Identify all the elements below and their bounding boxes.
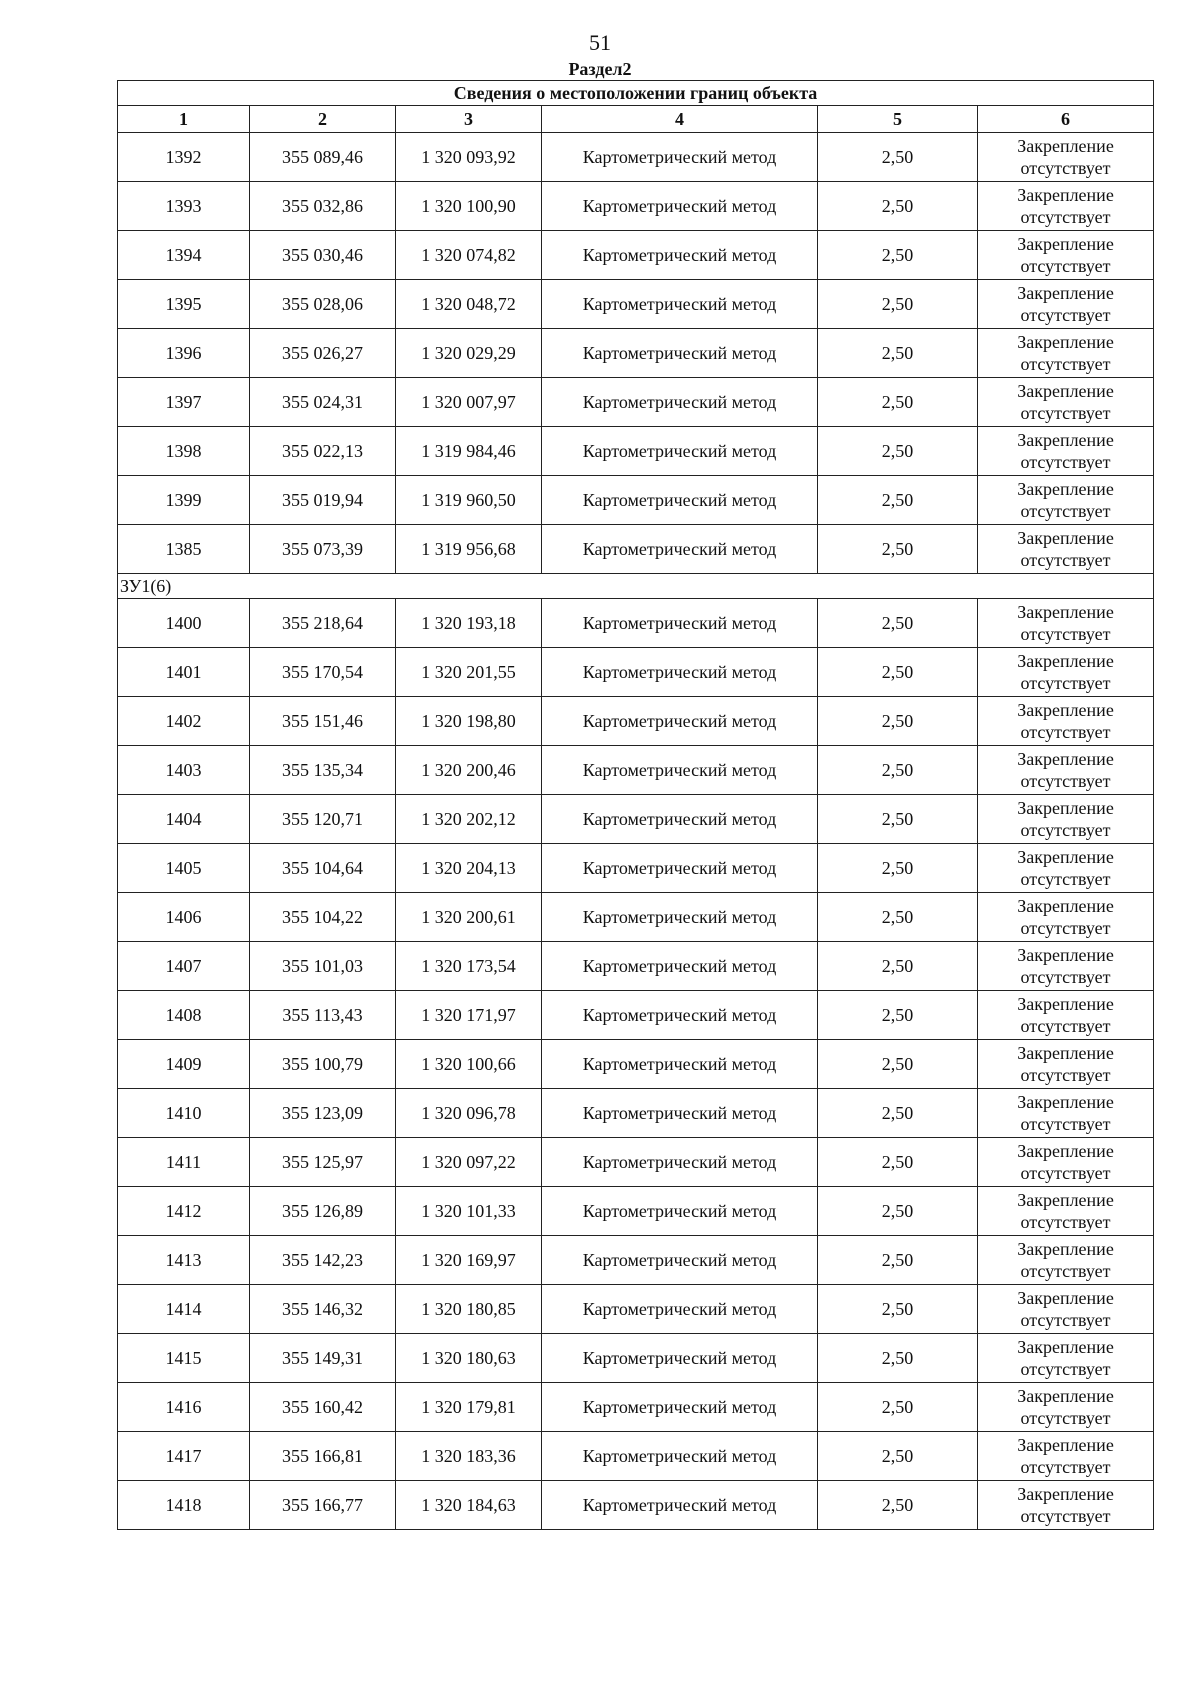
boundary-coordinates-table <box>117 80 1154 1530</box>
accuracy-value: 2,50 <box>818 942 978 991</box>
determination-method: Картометрический метод <box>542 329 818 378</box>
coordinate-y: 1 320 198,80 <box>396 697 542 746</box>
point-number: 1397 <box>118 378 250 427</box>
coordinate-y: 1 320 179,81 <box>396 1383 542 1432</box>
coordinate-x: 355 126,89 <box>250 1187 396 1236</box>
point-number: 1418 <box>118 1481 250 1530</box>
fixing-line-2: отсутствует <box>1020 1310 1111 1330</box>
determination-method: Картометрический метод <box>542 795 818 844</box>
fixing-line-1: Закрепление <box>1017 1141 1114 1161</box>
fixing-line-2: отсутствует <box>1020 256 1111 276</box>
fixing-description <box>978 476 1154 525</box>
table-row <box>118 231 1154 280</box>
accuracy-value: 2,50 <box>818 697 978 746</box>
accuracy-value: 2,50 <box>818 1187 978 1236</box>
determination-method: Картометрический метод <box>542 697 818 746</box>
fixing-line-2: отсутствует <box>1020 305 1111 325</box>
fixing-line-1: Закрепление <box>1017 332 1114 352</box>
table-body <box>118 133 1154 1530</box>
fixing-line-1: Закрепление <box>1017 1484 1114 1504</box>
fixing-description <box>978 991 1154 1040</box>
coordinate-y: 1 320 200,46 <box>396 746 542 795</box>
fixing-description <box>978 599 1154 648</box>
determination-method: Картометрический метод <box>542 476 818 525</box>
table-row <box>118 1383 1154 1432</box>
point-number: 1405 <box>118 844 250 893</box>
fixing-line-2: отсутствует <box>1020 869 1111 889</box>
accuracy-value: 2,50 <box>818 329 978 378</box>
fixing-line-1: Закрепление <box>1017 700 1114 720</box>
determination-method: Картометрический метод <box>542 1285 818 1334</box>
coordinate-y: 1 320 096,78 <box>396 1089 542 1138</box>
fixing-description <box>978 746 1154 795</box>
coordinate-x: 355 026,27 <box>250 329 396 378</box>
accuracy-value: 2,50 <box>818 795 978 844</box>
fixing-description <box>978 795 1154 844</box>
point-number: 1414 <box>118 1285 250 1334</box>
fixing-description <box>978 1334 1154 1383</box>
coordinate-x: 355 089,46 <box>250 133 396 182</box>
fixing-line-1: Закрепление <box>1017 185 1114 205</box>
table-row <box>118 1187 1154 1236</box>
fixing-line-2: отсутствует <box>1020 1212 1111 1232</box>
point-number: 1416 <box>118 1383 250 1432</box>
coordinate-x: 355 104,64 <box>250 844 396 893</box>
determination-method: Картометрический метод <box>542 648 818 697</box>
determination-method: Картометрический метод <box>542 942 818 991</box>
coordinate-x: 355 149,31 <box>250 1334 396 1383</box>
determination-method: Картометрический метод <box>542 893 818 942</box>
table-row <box>118 599 1154 648</box>
fixing-line-2: отсутствует <box>1020 403 1111 423</box>
coordinate-x: 355 030,46 <box>250 231 396 280</box>
fixing-line-2: отсутствует <box>1020 452 1111 472</box>
accuracy-value: 2,50 <box>818 280 978 329</box>
table-row <box>118 942 1154 991</box>
point-number: 1394 <box>118 231 250 280</box>
fixing-description <box>978 427 1154 476</box>
accuracy-value: 2,50 <box>818 1089 978 1138</box>
determination-method: Картометрический метод <box>542 1432 818 1481</box>
coordinate-y: 1 319 960,50 <box>396 476 542 525</box>
determination-method: Картометрический метод <box>542 1481 818 1530</box>
accuracy-value: 2,50 <box>818 746 978 795</box>
coordinate-x: 355 160,42 <box>250 1383 396 1432</box>
point-number: 1413 <box>118 1236 250 1285</box>
fixing-description <box>978 1187 1154 1236</box>
coordinate-y: 1 320 183,36 <box>396 1432 542 1481</box>
fixing-description <box>978 525 1154 574</box>
coordinate-x: 355 101,03 <box>250 942 396 991</box>
fixing-line-1: Закрепление <box>1017 1288 1114 1308</box>
fixing-line-1: Закрепление <box>1017 234 1114 254</box>
point-number: 1407 <box>118 942 250 991</box>
accuracy-value: 2,50 <box>818 893 978 942</box>
accuracy-value: 2,50 <box>818 991 978 1040</box>
fixing-line-1: Закрепление <box>1017 651 1114 671</box>
determination-method: Картометрический метод <box>542 1040 818 1089</box>
coordinate-x: 355 024,31 <box>250 378 396 427</box>
coordinate-x: 355 028,06 <box>250 280 396 329</box>
table-row <box>118 893 1154 942</box>
fixing-line-2: отсутствует <box>1020 501 1111 521</box>
fixing-line-1: Закрепление <box>1017 1386 1114 1406</box>
fixing-line-1: Закрепление <box>1017 430 1114 450</box>
determination-method: Картометрический метод <box>542 599 818 648</box>
fixing-description <box>978 280 1154 329</box>
point-number: 1400 <box>118 599 250 648</box>
point-number: 1399 <box>118 476 250 525</box>
coordinate-y: 1 320 007,97 <box>396 378 542 427</box>
point-number: 1393 <box>118 182 250 231</box>
determination-method: Картометрический метод <box>542 844 818 893</box>
coordinate-y: 1 320 101,33 <box>396 1187 542 1236</box>
determination-method: Картометрический метод <box>542 1383 818 1432</box>
coordinate-x: 355 125,97 <box>250 1138 396 1187</box>
coordinate-x: 355 146,32 <box>250 1285 396 1334</box>
coordinate-x: 355 166,81 <box>250 1432 396 1481</box>
coordinate-y: 1 320 097,22 <box>396 1138 542 1187</box>
coordinate-x: 355 170,54 <box>250 648 396 697</box>
determination-method: Картометрический метод <box>542 1236 818 1285</box>
fixing-line-1: Закрепление <box>1017 136 1114 156</box>
accuracy-value: 2,50 <box>818 1334 978 1383</box>
accuracy-value: 2,50 <box>818 182 978 231</box>
fixing-description <box>978 1138 1154 1187</box>
fixing-description <box>978 1432 1154 1481</box>
fixing-line-2: отсутствует <box>1020 207 1111 227</box>
fixing-line-2: отсутствует <box>1020 550 1111 570</box>
fixing-line-2: отсутствует <box>1020 820 1111 840</box>
fixing-description <box>978 378 1154 427</box>
column-header-row <box>118 106 1154 133</box>
fixing-line-2: отсутствует <box>1020 1114 1111 1134</box>
fixing-line-2: отсутствует <box>1020 158 1111 178</box>
coordinate-y: 1 320 184,63 <box>396 1481 542 1530</box>
fixing-line-2: отсутствует <box>1020 1016 1111 1036</box>
determination-method: Картометрический метод <box>542 1334 818 1383</box>
fixing-line-1: Закрепление <box>1017 1435 1114 1455</box>
table-row <box>118 476 1154 525</box>
fixing-line-2: отсутствует <box>1020 673 1111 693</box>
coordinate-y: 1 320 048,72 <box>396 280 542 329</box>
fixing-line-1: Закрепление <box>1017 749 1114 769</box>
table-row <box>118 133 1154 182</box>
coordinate-y: 1 320 180,63 <box>396 1334 542 1383</box>
coordinate-y: 1 320 029,29 <box>396 329 542 378</box>
fixing-description <box>978 1383 1154 1432</box>
fixing-line-2: отсутствует <box>1020 354 1111 374</box>
point-number: 1385 <box>118 525 250 574</box>
fixing-line-1: Закрепление <box>1017 1092 1114 1112</box>
fixing-line-2: отсутствует <box>1020 624 1111 644</box>
coordinate-x: 355 142,23 <box>250 1236 396 1285</box>
coordinate-y: 1 320 204,13 <box>396 844 542 893</box>
point-number: 1408 <box>118 991 250 1040</box>
fixing-description <box>978 329 1154 378</box>
fixing-line-2: отсутствует <box>1020 967 1111 987</box>
table-row <box>118 1481 1154 1530</box>
fixing-line-1: Закрепление <box>1017 847 1114 867</box>
accuracy-value: 2,50 <box>818 525 978 574</box>
determination-method: Картометрический метод <box>542 280 818 329</box>
fixing-line-2: отсутствует <box>1020 1359 1111 1379</box>
coordinate-y: 1 320 201,55 <box>396 648 542 697</box>
group-row <box>118 574 1154 599</box>
column-header-3: 3 <box>396 106 542 133</box>
table-row <box>118 795 1154 844</box>
fixing-line-2: отсутствует <box>1020 722 1111 742</box>
table-row <box>118 1040 1154 1089</box>
table-row <box>118 1138 1154 1187</box>
point-number: 1395 <box>118 280 250 329</box>
point-number: 1411 <box>118 1138 250 1187</box>
column-header-6: 6 <box>978 106 1154 133</box>
accuracy-value: 2,50 <box>818 1285 978 1334</box>
fixing-description <box>978 231 1154 280</box>
coordinate-y: 1 320 193,18 <box>396 599 542 648</box>
coordinate-x: 355 218,64 <box>250 599 396 648</box>
coordinate-y: 1 319 956,68 <box>396 525 542 574</box>
accuracy-value: 2,50 <box>818 133 978 182</box>
coordinate-x: 355 120,71 <box>250 795 396 844</box>
fixing-description <box>978 893 1154 942</box>
accuracy-value: 2,50 <box>818 1432 978 1481</box>
point-number: 1406 <box>118 893 250 942</box>
fixing-description <box>978 942 1154 991</box>
fixing-description <box>978 1236 1154 1285</box>
accuracy-value: 2,50 <box>818 1236 978 1285</box>
determination-method: Картометрический метод <box>542 1138 818 1187</box>
determination-method: Картометрический метод <box>542 1187 818 1236</box>
fixing-line-1: Закрепление <box>1017 528 1114 548</box>
fixing-line-1: Закрепление <box>1017 283 1114 303</box>
determination-method: Картометрический метод <box>542 231 818 280</box>
fixing-description <box>978 1285 1154 1334</box>
point-number: 1410 <box>118 1089 250 1138</box>
table-row <box>118 329 1154 378</box>
point-number: 1403 <box>118 746 250 795</box>
determination-method: Картометрический метод <box>542 525 818 574</box>
fixing-line-2: отсутствует <box>1020 1506 1111 1526</box>
fixing-line-1: Закрепление <box>1017 1239 1114 1259</box>
accuracy-value: 2,50 <box>818 1383 978 1432</box>
determination-method: Картометрический метод <box>542 746 818 795</box>
table-row <box>118 182 1154 231</box>
page-number: 51 <box>589 30 611 55</box>
accuracy-value: 2,50 <box>818 1040 978 1089</box>
table-title-row <box>118 81 1154 106</box>
table-row <box>118 427 1154 476</box>
table-row <box>118 1236 1154 1285</box>
determination-method: Картометрический метод <box>542 427 818 476</box>
table-row <box>118 1285 1154 1334</box>
fixing-description <box>978 133 1154 182</box>
coordinate-x: 355 100,79 <box>250 1040 396 1089</box>
fixing-line-1: Закрепление <box>1017 798 1114 818</box>
determination-method: Картометрический метод <box>542 1089 818 1138</box>
table-row <box>118 746 1154 795</box>
point-number: 1392 <box>118 133 250 182</box>
fixing-description <box>978 697 1154 746</box>
coordinate-x: 355 123,09 <box>250 1089 396 1138</box>
table-row <box>118 844 1154 893</box>
accuracy-value: 2,50 <box>818 1481 978 1530</box>
accuracy-value: 2,50 <box>818 476 978 525</box>
accuracy-value: 2,50 <box>818 231 978 280</box>
coordinate-x: 355 151,46 <box>250 697 396 746</box>
fixing-line-1: Закрепление <box>1017 381 1114 401</box>
coordinate-y: 1 319 984,46 <box>396 427 542 476</box>
point-number: 1415 <box>118 1334 250 1383</box>
fixing-line-1: Закрепление <box>1017 602 1114 622</box>
table-row <box>118 1089 1154 1138</box>
coordinate-y: 1 320 173,54 <box>396 942 542 991</box>
point-number: 1402 <box>118 697 250 746</box>
fixing-description <box>978 648 1154 697</box>
table-row <box>118 378 1154 427</box>
accuracy-value: 2,50 <box>818 427 978 476</box>
coordinate-y: 1 320 180,85 <box>396 1285 542 1334</box>
group-label: ЗУ1(6) <box>118 574 1154 599</box>
section-title: Раздел2 <box>568 59 632 79</box>
column-header-4: 4 <box>542 106 818 133</box>
fixing-line-2: отсутствует <box>1020 918 1111 938</box>
determination-method: Картометрический метод <box>542 133 818 182</box>
table-row <box>118 1432 1154 1481</box>
determination-method: Картометрический метод <box>542 378 818 427</box>
coordinate-y: 1 320 171,97 <box>396 991 542 1040</box>
coordinate-x: 355 113,43 <box>250 991 396 1040</box>
fixing-description <box>978 1481 1154 1530</box>
table-row <box>118 1334 1154 1383</box>
fixing-line-2: отсутствует <box>1020 1457 1111 1477</box>
table-row <box>118 525 1154 574</box>
table-row <box>118 697 1154 746</box>
coordinate-y: 1 320 093,92 <box>396 133 542 182</box>
point-number: 1409 <box>118 1040 250 1089</box>
coordinate-x: 355 032,86 <box>250 182 396 231</box>
determination-method: Картометрический метод <box>542 182 818 231</box>
determination-method: Картометрический метод <box>542 991 818 1040</box>
coordinate-x: 355 022,13 <box>250 427 396 476</box>
coordinate-x: 355 135,34 <box>250 746 396 795</box>
column-header-2: 2 <box>250 106 396 133</box>
coordinate-x: 355 073,39 <box>250 525 396 574</box>
point-number: 1398 <box>118 427 250 476</box>
accuracy-value: 2,50 <box>818 648 978 697</box>
coordinate-y: 1 320 074,82 <box>396 231 542 280</box>
fixing-line-1: Закрепление <box>1017 479 1114 499</box>
coordinate-y: 1 320 169,97 <box>396 1236 542 1285</box>
table-row <box>118 648 1154 697</box>
fixing-description <box>978 844 1154 893</box>
coordinate-x: 355 166,77 <box>250 1481 396 1530</box>
accuracy-value: 2,50 <box>818 1138 978 1187</box>
fixing-line-2: отсутствует <box>1020 1065 1111 1085</box>
fixing-line-1: Закрепление <box>1017 1190 1114 1210</box>
column-header-5: 5 <box>818 106 978 133</box>
accuracy-value: 2,50 <box>818 844 978 893</box>
fixing-line-2: отсутствует <box>1020 1408 1111 1428</box>
coordinate-x: 355 104,22 <box>250 893 396 942</box>
point-number: 1396 <box>118 329 250 378</box>
fixing-line-1: Закрепление <box>1017 896 1114 916</box>
coordinate-y: 1 320 100,66 <box>396 1040 542 1089</box>
fixing-line-2: отсутствует <box>1020 1163 1111 1183</box>
fixing-description <box>978 182 1154 231</box>
coordinate-x: 355 019,94 <box>250 476 396 525</box>
point-number: 1412 <box>118 1187 250 1236</box>
table-row <box>118 991 1154 1040</box>
column-header-1: 1 <box>118 106 250 133</box>
fixing-description <box>978 1089 1154 1138</box>
fixing-description <box>978 1040 1154 1089</box>
coordinate-y: 1 320 200,61 <box>396 893 542 942</box>
point-number: 1404 <box>118 795 250 844</box>
fixing-line-1: Закрепление <box>1017 1337 1114 1357</box>
point-number: 1401 <box>118 648 250 697</box>
fixing-line-2: отсутствует <box>1020 771 1111 791</box>
table-title: Сведения о местоположении границ объекта <box>118 81 1154 106</box>
point-number: 1417 <box>118 1432 250 1481</box>
table-row <box>118 280 1154 329</box>
fixing-line-1: Закрепление <box>1017 945 1114 965</box>
coordinate-y: 1 320 100,90 <box>396 182 542 231</box>
coordinate-y: 1 320 202,12 <box>396 795 542 844</box>
fixing-line-1: Закрепление <box>1017 1043 1114 1063</box>
accuracy-value: 2,50 <box>818 599 978 648</box>
fixing-line-1: Закрепление <box>1017 994 1114 1014</box>
fixing-line-2: отсутствует <box>1020 1261 1111 1281</box>
accuracy-value: 2,50 <box>818 378 978 427</box>
